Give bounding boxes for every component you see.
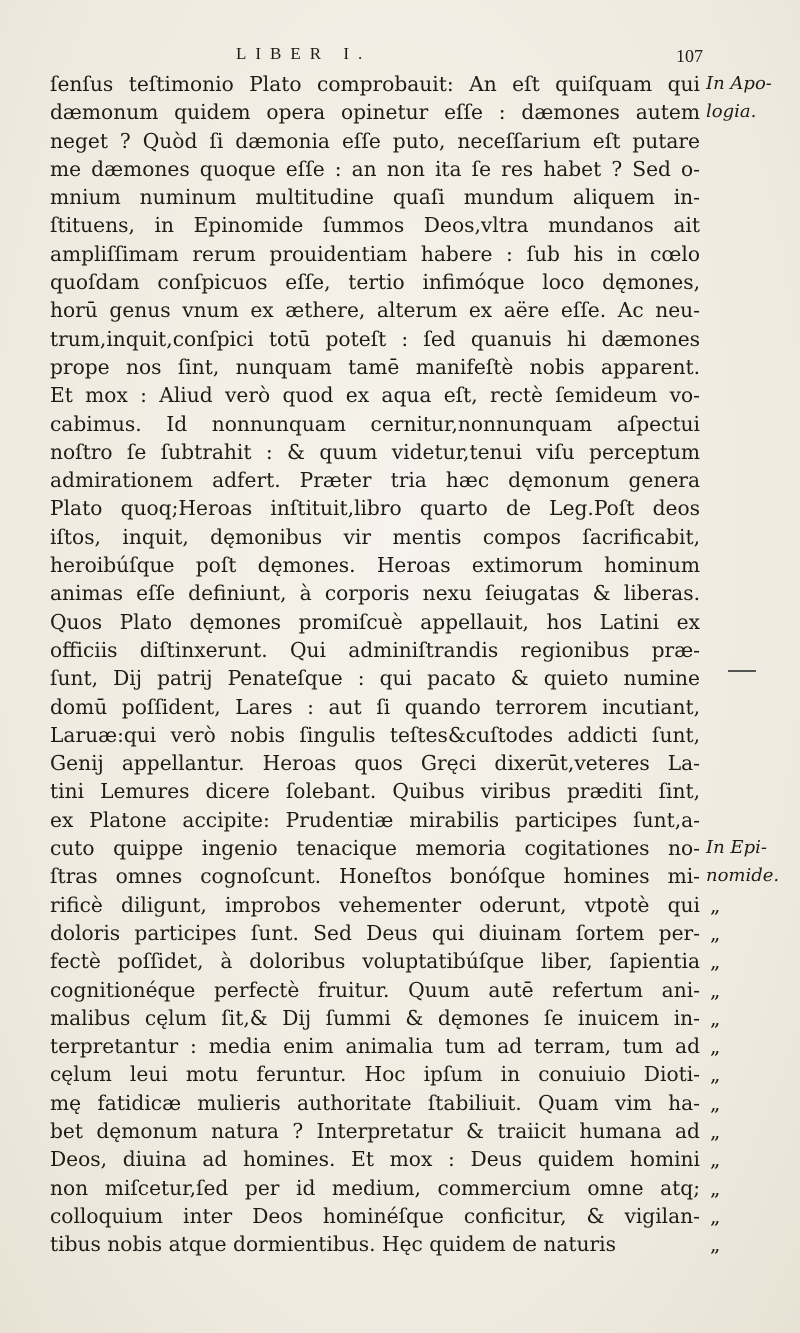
quote-mark: „ xyxy=(710,1005,721,1030)
margin-blank xyxy=(706,296,796,324)
margin-note: logia. xyxy=(706,101,757,123)
page-header xyxy=(0,30,800,70)
text-line: bet dęmonum natura ? Interpretatur & traiicit humana ad xyxy=(50,1118,700,1143)
text-line: Genij appellantur. Heroas quos Gręci dixerūt,veteres La- xyxy=(50,751,700,776)
quote-mark: „ xyxy=(710,1175,721,1200)
margin-blank xyxy=(706,240,796,268)
quote-mark: „ xyxy=(710,1062,721,1087)
margin-blank xyxy=(706,579,796,607)
quote-mark: „ xyxy=(710,977,721,1002)
text-line: ſunt, Dij patrij Penateſque : qui pacato & quieto numine xyxy=(50,666,700,691)
margin-blank xyxy=(706,693,796,721)
text-line: prope nos ſint, nunquam tamē manifeſtè nobis apparent. xyxy=(50,354,700,379)
text-line: admirationem adfert. Præter tria hæc dęmonum genera xyxy=(50,468,700,493)
margin-blank xyxy=(706,183,796,211)
text-line: mnium numinum multitudine quaſi mundum aliquem in- xyxy=(50,185,700,210)
margin-blank xyxy=(706,211,796,239)
text-line: doloris participes ſunt. Sed Deus qui diuinam ſortem per- xyxy=(50,920,700,945)
margin-blank xyxy=(706,749,796,777)
text-line: tibus nobis atque dormientibus. Hęc quidem de naturis xyxy=(50,1232,616,1257)
quote-mark: „ xyxy=(710,949,721,974)
text-line: ex Platone accipite: Prudentiæ mirabilis participes ſunt,a- xyxy=(50,807,700,832)
margin-note: In Epi- xyxy=(706,837,767,859)
text-line: domū poſſident, Lares : aut ſi quando terrorem incutiant, xyxy=(50,694,700,719)
text-line: animas eſſe definiunt, à corporis nexu ſeiugatas & liberas. xyxy=(50,581,700,606)
text-line: tini Lemures dicere ſolebant. Quibus viribus præditi ſint, xyxy=(50,779,700,804)
text-line: trum,inquit,conſpici totū poteſt : ſed quanuis hi dæmones xyxy=(50,326,700,351)
margin-blank xyxy=(706,381,796,409)
text-line: malibus cęlum ſit,& Dij ſummi & dęmones ſe inuicem in- xyxy=(50,1005,700,1030)
margin-blank xyxy=(706,494,796,522)
body-text xyxy=(50,70,700,1258)
quote-mark: „ xyxy=(710,920,721,945)
text-line: rificè diligunt, improbos vehementer oderunt, vtpotè qui xyxy=(50,892,700,917)
text-line: ſtras omnes cognoſcunt. Honeſtos bonóſque homines mi- xyxy=(50,864,700,889)
margin-blank xyxy=(706,155,796,183)
margin-blank xyxy=(706,636,796,664)
margin-blank xyxy=(706,806,796,834)
text-line: officiis diſtinxerunt. Qui adminiſtrandis regionibus præ- xyxy=(50,637,700,662)
quote-mark: „ xyxy=(710,1203,721,1228)
text-line: fectè poſſidet, à doloribus voluptatibúſque liber, ſapientia xyxy=(50,949,700,974)
text-line: ſtituens, in Epinomide ſummos Deos,vltra mundanos ait xyxy=(50,213,700,238)
quote-mark: „ xyxy=(710,1147,721,1172)
quote-mark: „ xyxy=(710,1118,721,1143)
text-line: ſenſus teſtimonio Plato comprobauit: An eſt quiſquam qui xyxy=(50,72,700,96)
margin-blank xyxy=(706,466,796,494)
text-line: me dæmones quoque eſſe : an non ita ſe res habet ? Sed o- xyxy=(50,156,700,181)
text-line: terpretantur : media enim animalia tum ad terram, tum ad xyxy=(50,1034,700,1059)
text-line: Plato quoq;Heroas inſtituit,libro quarto de Leg.Poſt deos xyxy=(50,496,700,521)
margin-blank xyxy=(706,353,796,381)
text-line: quoſdam conſpicuos eſſe, tertio infimóque loco dęmones, xyxy=(50,270,700,295)
text-line: Et mox : Aliud verò quod ex aqua eſt, rectè ſemideum vo- xyxy=(50,383,700,408)
quote-mark: „ xyxy=(710,892,721,917)
margin-blank xyxy=(706,664,796,692)
margin-blank xyxy=(706,438,796,466)
margin-blank xyxy=(706,410,796,438)
running-head: LIBER I. xyxy=(236,44,372,63)
text-line: noſtro ſe ſubtrahit : & quum videtur,tenui viſu perceptum xyxy=(50,439,700,464)
text-line: Deos, diuina ad homines. Et mox : Deus quidem homini xyxy=(50,1147,700,1172)
quote-mark: „ xyxy=(710,1034,721,1059)
margin-blank xyxy=(706,777,796,805)
text-line: cognitionéque perfectè fruitur. Quum autē refertum ani- xyxy=(50,977,700,1002)
text-line: non miſcetur,ſed per id medium, commercium omne atq; xyxy=(50,1175,700,1200)
text-line: iſtos, inquit, dęmonibus vir mentis compos ſacrificabit, xyxy=(50,524,700,549)
quote-mark: „ xyxy=(710,1090,721,1115)
margin-blank xyxy=(706,608,796,636)
text-line: colloquium inter Deos hominéſque conficitur, & vigilan- xyxy=(50,1203,700,1228)
text-line: neget ? Quòd ſi dæmonia eſſe puto, neceſſarium eſt putare xyxy=(50,128,700,153)
text-line: ampliſſimam rerum prouidentiam habere : ſub his in cœlo xyxy=(50,241,700,266)
margin-blank xyxy=(706,325,796,353)
margin-blank xyxy=(706,721,796,749)
margin-blank xyxy=(706,268,796,296)
margin-note: nomide. xyxy=(706,865,780,887)
quote-mark: „ xyxy=(710,1232,721,1257)
ink-blemish xyxy=(728,670,756,672)
text-line: horū genus vnum ex æthere, alterum ex aëre eſſe. Ac neu- xyxy=(50,298,700,323)
text-line: cabimus. Id nonnunquam cernitur,nonnunquam aſpectui xyxy=(50,411,700,436)
text-line: Quos Plato dęmones promiſcuè appellauit, hos Latini ex xyxy=(50,609,700,634)
margin-blank xyxy=(706,127,796,155)
margin-blank xyxy=(706,551,796,579)
text-line: Laruæ:qui verò nobis ſingulis teſtes&cuſtodes addicti ſunt, xyxy=(50,722,700,747)
text-line: heroibúſque poſt dęmones. Heroas extimorum hominum xyxy=(50,553,700,578)
text-line: cęlum leui motu feruntur. Hoc ipſum in conuiuio Dioti- xyxy=(50,1062,700,1087)
margin-note: In Apo- xyxy=(706,73,772,94)
text-line: dæmonum quidem opera opinetur eſſe : dæmones autem xyxy=(50,100,700,125)
page-number: 107 xyxy=(676,46,703,66)
margin-column xyxy=(706,70,796,1258)
text-line: mę fatidicæ mulieris authoritate ſtabiliuit. Quam vim ha- xyxy=(50,1090,700,1115)
text-line: cuto quippe ingenio tenacique memoria cogitationes no- xyxy=(50,836,700,861)
margin-blank xyxy=(706,523,796,551)
